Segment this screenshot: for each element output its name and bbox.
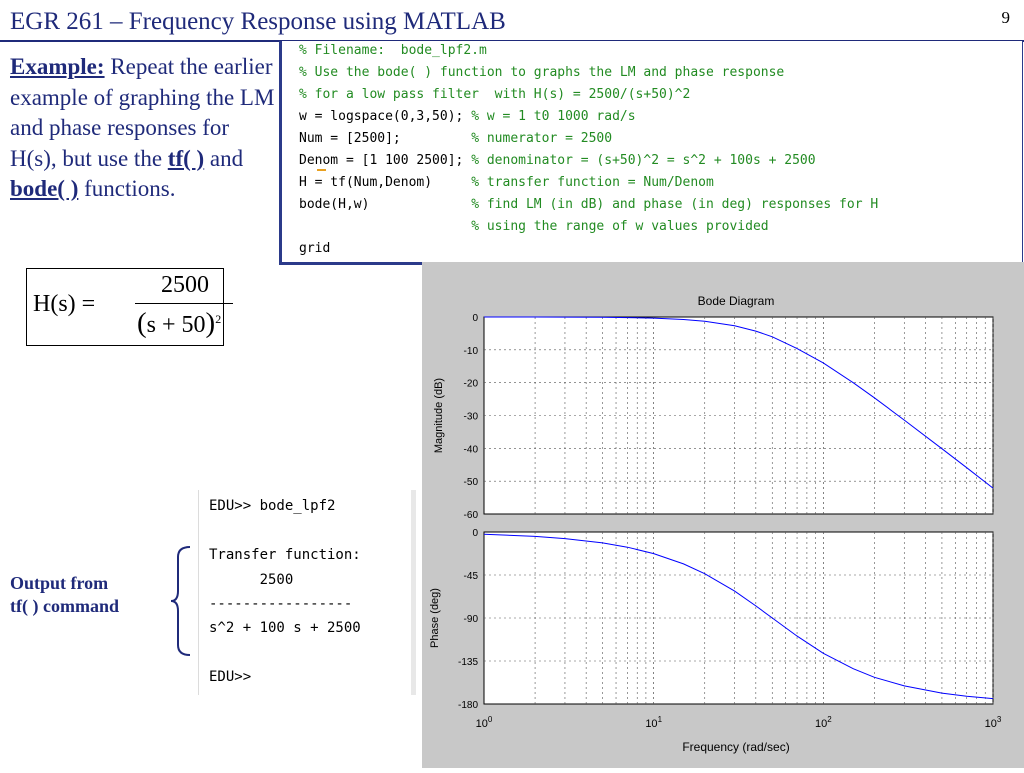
bode-keyword: bode( ) <box>10 176 79 201</box>
y-tick-label: -90 <box>463 614 478 625</box>
code-line: bode(H,w) % find LM (in dB) and phase (in deg) responses for H <box>299 197 879 212</box>
y-tick-label: -50 <box>463 477 478 489</box>
den-right-paren: ) <box>205 307 216 339</box>
code-line: H = tf(Num,Denom) % transfer function = Num/Denom <box>299 175 714 190</box>
slide-title: EGR 261 – Frequency Response using MATLAB <box>10 8 506 35</box>
fraction-bar <box>135 303 233 304</box>
y-tick-label: -135 <box>457 657 478 668</box>
tf-keyword: tf( ) <box>167 145 205 171</box>
console-line: EDU>> bode_lpf2 <box>209 498 336 514</box>
phase-plot <box>429 528 993 711</box>
example-and: and <box>204 145 244 171</box>
y-tick-label: -10 <box>463 345 478 357</box>
formula-lhs: H(s) = <box>33 291 96 317</box>
den-exponent: 2 <box>215 312 222 326</box>
code-line: % Filename: bode_lpf2.m <box>299 43 487 58</box>
y-tick-label: -180 <box>457 700 478 711</box>
curly-brace-icon <box>170 545 192 657</box>
text-cursor <box>317 169 326 171</box>
code-line: w = logspace(0,3,50); % w = 1 t0 1000 rad/s <box>299 109 636 124</box>
console-scroll-edge <box>411 490 416 695</box>
chart-title: Bode Diagram <box>697 294 775 308</box>
phase-y-axis-label: Phase (deg) <box>429 588 441 648</box>
bode-chart <box>422 262 1024 768</box>
magnitude-y-axis-label: Magnitude (dB) <box>433 377 445 454</box>
y-tick-label: -45 <box>463 571 478 582</box>
console-line: s^2 + 100 s + 2500 <box>209 620 361 636</box>
code-line: % using the range of w values provided <box>471 219 769 234</box>
code-line: Num = [2500]; % numerator = 2500 <box>299 131 613 146</box>
den-body: s + 50 <box>146 312 206 338</box>
code-line: % for a low pass filter with H(s) = 2500/(s+50)^2 <box>299 87 691 102</box>
den-left-paren: ( <box>137 307 147 339</box>
y-tick-label: 0 <box>472 313 478 324</box>
page-number: 9 <box>1001 8 1010 27</box>
example-text-2: functions. <box>78 176 176 201</box>
command-window-output[interactable] <box>198 490 416 695</box>
formula-numerator: 2500 <box>161 272 209 298</box>
x-tick-label: $10^0$ <box>475 715 493 730</box>
code-editor[interactable] <box>279 41 1023 265</box>
output-label-line1: Output from <box>10 573 109 593</box>
x-tick-label: $10^2$ <box>814 715 832 730</box>
bode-plot-window <box>422 262 1024 768</box>
y-tick-label: -60 <box>463 510 478 521</box>
x-axis-label: Frequency (rad/sec) <box>682 740 790 754</box>
console-line: 2500 <box>209 572 294 588</box>
y-tick-label: -30 <box>463 411 478 423</box>
y-tick-label: -20 <box>463 378 478 390</box>
code-line: % Use the bode( ) function to graphs the LM and phase response <box>299 65 785 80</box>
console-line: ----------------- <box>209 596 353 612</box>
formula-denominator <box>137 307 221 340</box>
output-label-line2: tf( ) command <box>10 596 119 616</box>
code-line: Denom = [1 100 2500]; % denominator = (s+50)^2 = s^2 + 100s + 2500 <box>299 153 816 168</box>
magnitude-plot <box>433 313 993 521</box>
x-axis-ticks <box>476 715 1002 730</box>
y-tick-label: 0 <box>472 528 478 539</box>
example-text-1: Repeat the earlier example of graphing the LM and phase responses for H(s), but use the <box>10 54 275 171</box>
console-line: Transfer function: <box>209 547 361 563</box>
x-tick-label: $10^3$ <box>984 715 1002 730</box>
example-label: Example: <box>10 54 105 79</box>
y-tick-label: -40 <box>463 444 478 456</box>
code-line: grid <box>299 241 331 256</box>
output-label <box>10 572 119 618</box>
console-line: EDU>> <box>209 669 252 685</box>
x-tick-label: $10^1$ <box>645 715 663 730</box>
transfer-function-formula <box>26 268 224 346</box>
example-text <box>10 52 275 205</box>
